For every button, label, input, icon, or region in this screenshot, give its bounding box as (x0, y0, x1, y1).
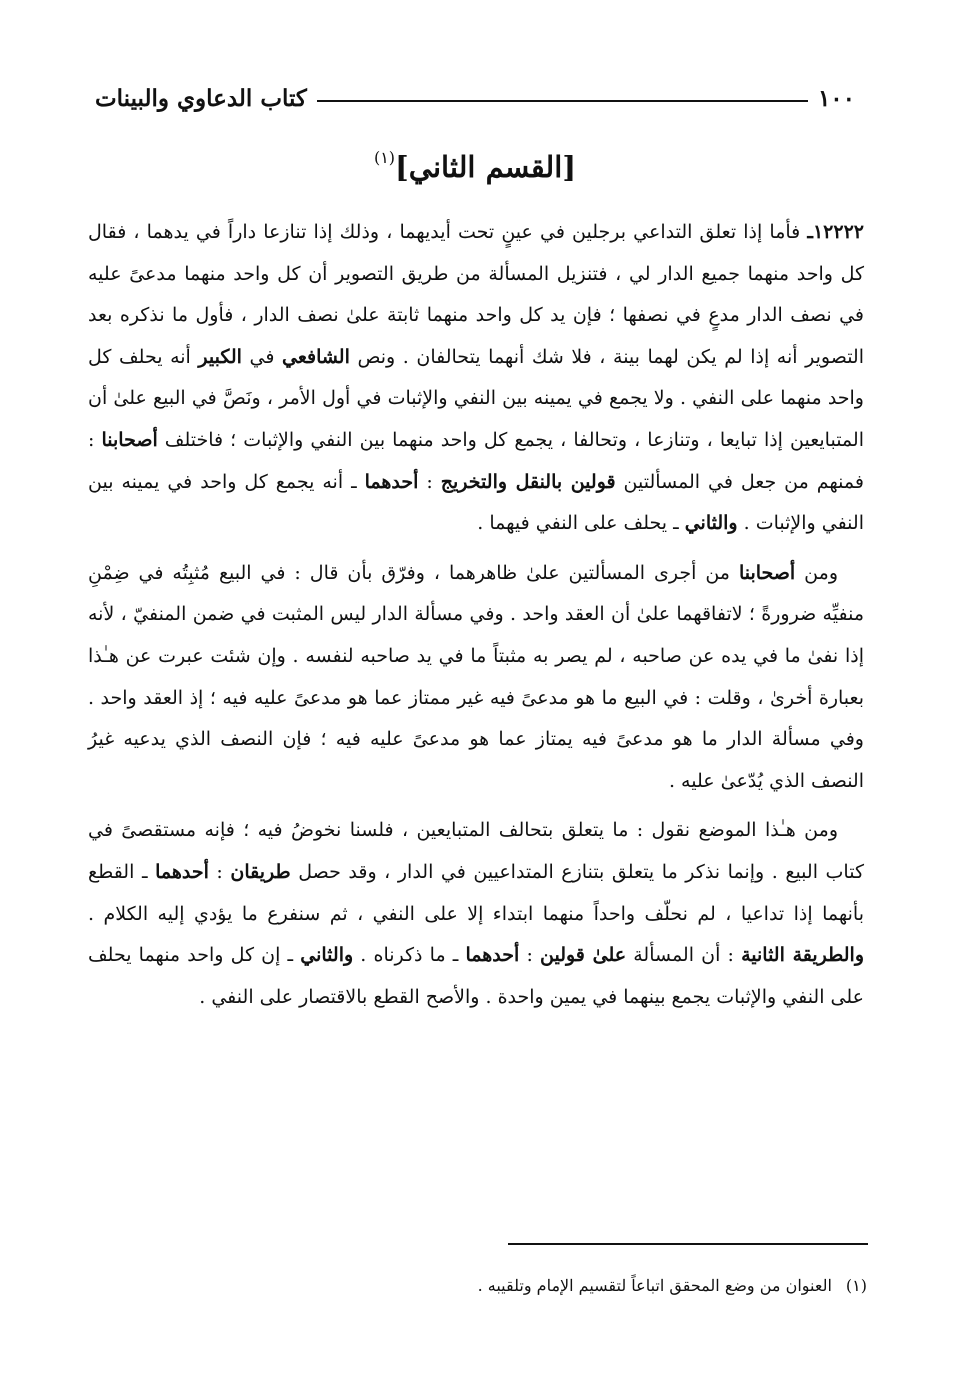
running-header (95, 80, 855, 116)
text-run: ـ القطع بأنهما إذا تداعيا ، لم نحلّف واحداً منهما ابتداء إلا على النفي ، ثم سنفرع ما يؤدي إليه الكلام . (88, 860, 864, 925)
text-run: ومن (795, 561, 838, 584)
text-run: فأما إذا تعلق التداعي برجلين في عينٍ تحت أيديهما ، وذلك إذا تنازعا داراً في يدهما ، فقال كل واحد منهما جميع الدار لي ، فتنزيل المسألة من طريق التصوير أن كل واحد منهما مدعىً عليه في نصف الدار مدعٍ في نصفها ؛ فإن يد كل واحد منهما ثابتة علىٰ نصف الدار ، فأول ما نذكره بعد التصوير أنه إذا لم يكن لهما بينة ، فلا شك أنهما يتحالفان . ونص (88, 221, 865, 368)
bold-term: أحدهما (364, 470, 419, 493)
text-run: : فمنهم من جعل في المسألتين (88, 428, 864, 493)
text-run: : أن المسألة (626, 944, 742, 967)
paragraph (88, 553, 864, 803)
bold-term: والثاني (684, 512, 738, 535)
bold-term: علىٰ قولين (540, 944, 627, 967)
bold-term: والثاني (300, 944, 354, 967)
book-title: كتاب الدعاوي والبينات (95, 84, 307, 112)
text-run: : (418, 470, 441, 493)
bold-term: أحدهما (465, 944, 520, 967)
body-text (88, 212, 864, 1018)
bold-term: والطريقة الثانية (741, 944, 864, 967)
text-run: : (208, 860, 231, 883)
text-run: ومن هـٰذا الموضع نقول : ما يتعلق بتحالف المتبايعين ، فلسنا نخوضُ فيه ؛ فإنه مستقصىً في كتاب البيع . وإنما نذكر ما يتعلق بتنازع المتداعيين في الدار ، وقد حصل (88, 819, 864, 883)
text-run: في (241, 345, 282, 368)
footnote (95, 1272, 867, 1300)
text-run: : (519, 944, 540, 967)
bold-term: الشافعي (281, 345, 350, 368)
section-title: [القسم الثاني] (395, 150, 577, 184)
text-run: ـ يحلف على النفي فيهما . (477, 512, 685, 535)
bold-term: ١٢٢٢٢ـ (807, 221, 864, 243)
bold-term: أحدهما (155, 860, 209, 883)
text-run: ـ أنه يجمع كل واحد في يمينه بين النفي والإثبات . (88, 470, 864, 535)
header-rule (317, 100, 808, 102)
footnote-reference: (١) (373, 148, 396, 167)
footnote-mark: (١) (845, 1276, 867, 1295)
footnote-divider (508, 1243, 868, 1245)
bold-term: أصحابنا (738, 561, 796, 584)
paragraph (88, 810, 864, 1018)
bold-term: الكبير (198, 345, 242, 368)
paragraph (88, 212, 864, 545)
footnote-text: العنوان من وضع المحقق اتباعاً لتقسيم الإمام وتلقيبه . (477, 1276, 832, 1295)
page-number: ١٠٠ (817, 84, 855, 112)
bold-term: طريقان (230, 860, 291, 883)
text-run: ـ إن كل واحد منهما يحلف على النفي والإثبات يجمع بينهما في يمين واحدة . والأصح القطع بالاقتصار على النفي . (88, 944, 864, 1008)
bold-term: قولين بالنقل والتخريج (440, 470, 616, 493)
text-run: أنه يحلف كل واحد منهما على النفي . ولا يجمع في يمينه بين النفي والإثبات في أول الأمر ، ونَصَّ في البيع علىٰ أن المتبايعين إذا تبايعا ، وتنازعا ، وتحالفا ، يجمع كل واحد منهما بين النفي والإثبات ؛ فاختلف (88, 345, 864, 451)
text-run: ـ ما ذكرناه . (353, 944, 466, 967)
text-run: من أجرى المسألتين علىٰ ظاهرهما ، وفرّق بأن قال : في البيع مُثبِتُه في ضِمْنِ منفيِّه ضرورةً ؛ لاتفاقهما علىٰ أن العقد واحد . وفي مسألة الدار ليس المثبت في ضمن المنفيّ ، لأنه إذا نفىٰ ما في يده عن صاحبه ، لم يصر به مثبتاً ما في يد صاحبه لنفسه . وإن شئت عبرت عن هـٰذا بعبارة أخرىٰ ، وقلت : في البيع ما هو مدعىً فيه غير ممتاز عما هو مدعىً عليه فيه ؛ إذ العقد واحد . وفي مسألة الدار ما هو مدعىً فيه يمتاز عما هو مدعىً عليه فيه ؛ فإن النصف الذي يدعيه غيرُ النصف الذي يُدّعىٰ عليه . (88, 561, 864, 792)
section-heading (95, 148, 855, 184)
bold-term: أصحابنا (101, 428, 158, 451)
